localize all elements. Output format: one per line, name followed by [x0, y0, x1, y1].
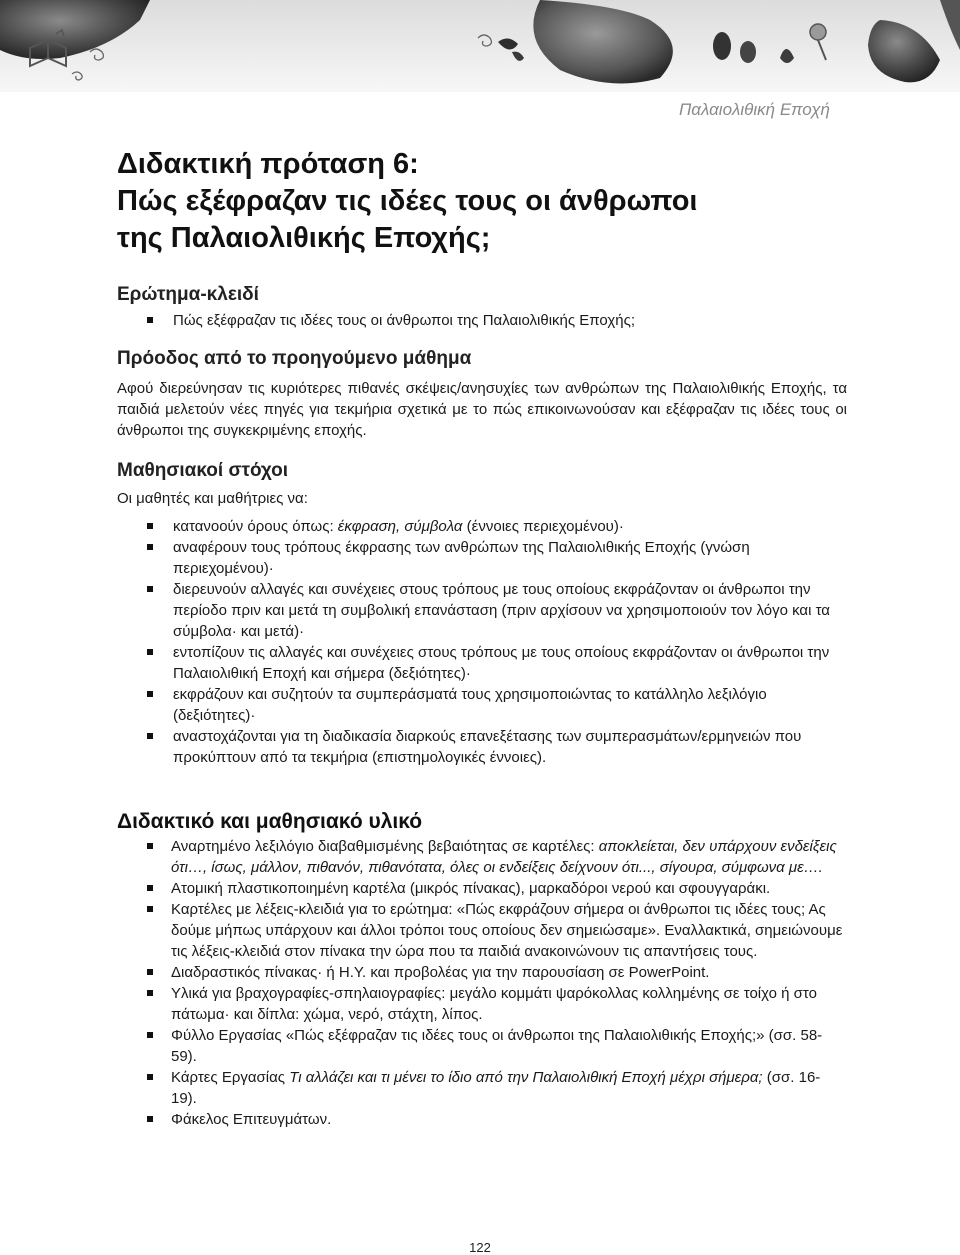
- list-item: [117, 1067, 843, 1109]
- list-item: αναστοχάζονται για τη διαδικασία διαρκούς επανεξέτασης των συμπερασμάτων/ερμηνειών που προκύπτουν από τα τεκμήρια (επιστημολογικές έννοιες).: [117, 726, 843, 768]
- materials-list: [117, 836, 843, 1130]
- material-text: Αναρτημένο λεξιλόγιο διαβαθμισμένης βεβαιότητας σε καρτέλες:: [171, 838, 599, 855]
- material-title: Τι αλλάζει και τι μένει το ίδιο από την Παλαιολιθική Εποχή μέχρι σήμερα;: [289, 1069, 763, 1086]
- objectives-list: [117, 516, 843, 768]
- stone-tool-small-group: [713, 32, 794, 63]
- progress-heading: Πρόοδος από το προηγούμενο μάθημα: [117, 348, 472, 369]
- page-title: [117, 146, 697, 257]
- title-line-3: της Παλαιολιθικής Εποχής;: [117, 222, 491, 254]
- objectives-heading: Μαθησιακοί στόχοι: [117, 460, 288, 481]
- list-item: Φύλλο Εργασίας «Πώς εξέφραζαν τις ιδέες τους οι άνθρωποι της Παλαιολιθικής Εποχής;» (σσ. 58-59).: [117, 1025, 843, 1067]
- key-question-list: [117, 310, 843, 331]
- list-item: Διαδραστικός πίνακας· ή Η.Υ. και προβολέας για την παρουσίαση σε PowerPoint.: [117, 962, 843, 983]
- header-banner: [0, 0, 960, 92]
- stone-tool-center: [478, 0, 673, 83]
- running-head: Παλαιολιθική Εποχή: [678, 100, 830, 119]
- list-item: [117, 836, 843, 878]
- stone-tool-right: [868, 0, 960, 82]
- list-item: αναφέρουν τους τρόπους έκφρασης των ανθρώπων της Παλαιολιθικής Εποχής (γνώση περιεχομένου)·: [117, 537, 843, 579]
- objective-text: (έννοιες περιεχομένου)·: [462, 518, 624, 535]
- list-item: Καρτέλες με λέξεις-κλειδιά για το ερώτημα: «Πώς εκφράζουν σήμερα οι άνθρωποι τις ιδέες τους; Ας δούμε μήπως υπάρχουν και άλλοι τρόποι τους οποίους δεν σημειώσαμε». Εναλλακτικά, σημειώνουμε τις λέξεις-κλειδιά στον πίνακα την ώρα που τα παιδιά ανακοινώνουν τις απαντήσεις τους.: [117, 899, 843, 962]
- list-item: Ατομική πλαστικοποιημένη καρτέλα (μικρός πίνακας), μαρκαδόροι νερού και σφουγγαράκι.: [117, 878, 843, 899]
- list-item: Πώς εξέφραζαν τις ιδέες τους οι άνθρωποι της Παλαιολιθικής Εποχής;: [117, 310, 843, 331]
- objective-terms: έκφραση, σύμβολα: [337, 518, 463, 535]
- title-line-2: Πώς εξέφραζαν τις ιδέες τους οι άνθρωποι: [117, 185, 698, 217]
- list-item: Φάκελος Επιτευγμάτων.: [117, 1109, 843, 1130]
- stone-tool-large-left: [0, 0, 150, 59]
- material-terms: αποκλείεται, δεν υπάρχουν ενδείξεις ότι…, ίσως, μάλλον, πιθανόν, πιθανότατα, όλες οι ενδείξεις δείχνουν ότι..., σίγουρα, σύμφωνα με….: [171, 838, 837, 876]
- material-text: Κάρτες Εργασίας: [171, 1069, 290, 1086]
- title-line-1: Διδακτική πρόταση 6:: [117, 148, 419, 180]
- materials-heading: Διδακτικό και μαθησιακό υλικό: [117, 810, 423, 833]
- progress-paragraph: Αφού διερεύνησαν τις κυριότερες πιθανές σκέψεις/ανησυχίες των ανθρώπων της Παλαιολιθικής Εποχής, τα παιδιά μελετούν νέες πηγές για τεκμήρια σχετικά με το πώς επικοινωνούσαν και εξέφραζαν τις ιδέες τους οι άνθρωποι της συγκεκριμένης εποχής.: [117, 380, 847, 439]
- thumbtack-icon: [810, 24, 826, 60]
- key-question-heading: Ερώτημα-κλειδί: [117, 284, 259, 305]
- list-item: Υλικά για βραχογραφίες-σπηλαιογραφίες: μεγάλο κομμάτι ψαρόκολλας κολλημένης σε τοίχο ή στο πάτωμα· και δίπλα: χώμα, νερό, στάχτη, λίπος.: [117, 983, 843, 1025]
- material-text: (σσ. 16-19).: [171, 1069, 821, 1107]
- objectives-intro: Οι μαθητές και μαθήτριες να:: [117, 490, 308, 507]
- list-item: [117, 516, 843, 537]
- objective-text: κατανοούν όρους όπως:: [173, 518, 338, 535]
- list-item: εκφράζουν και συζητούν τα συμπεράσματά τους χρησιμοποιώντας το κατάλληλο λεξιλόγιο (δεξιότητες)·: [117, 684, 843, 726]
- page-number: 122: [469, 1240, 491, 1255]
- list-item: εντοπίζουν τις αλλαγές και συνέχειες στους τρόπους με τους οποίους εκφράζονταν οι άνθρωποι την Παλαιολιθική Εποχή και σήμερα (δεξιότητες)·: [117, 642, 843, 684]
- list-item: διερευνούν αλλαγές και συνέχειες στους τρόπους με τους οποίους εκφράζονταν οι άνθρωποι την περίοδο πριν και μετά τη συμβολική επανάσταση (πριν αρχίσουν να χρησιμοποιούν τον λόγο και τα σύμβολα· και μετά)·: [117, 579, 843, 642]
